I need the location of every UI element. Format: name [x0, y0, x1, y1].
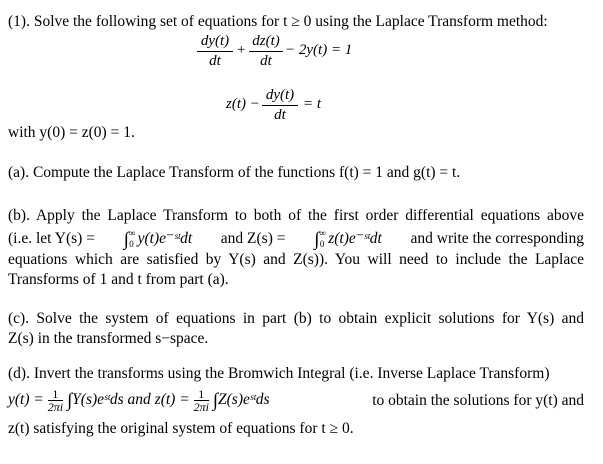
part-d-line1: (d). Invert the transforms using the Bromwich Integral (i.e. Inverse Laplace Transform)	[8, 365, 550, 382]
eq1-frac1-numerator: dy(t)	[200, 33, 230, 49]
part-d-line2-suffix: to obtain the solutions for y(t) and	[372, 391, 584, 409]
part-b-line4: Transforms of 1 and t from part (a).	[8, 271, 229, 288]
integrand-z: z(t)e⁻ˢᵗdt	[328, 230, 382, 247]
part-d-integrand1: Y(s)eˢᵗds and z(t) =	[72, 391, 190, 409]
problem-header: (1). Solve the following set of equations for t ≥ 0 using the Laplace Transform method:	[8, 13, 548, 30]
part-a-text: (a). Compute the Laplace Transform of the functions f(t) = 1 and g(t) = t.	[8, 164, 461, 181]
integral-sign-icon: ∫	[212, 390, 219, 412]
eq2-lhs: z(t) −	[226, 96, 260, 112]
eq2-frac-denominator: dt	[274, 107, 286, 123]
eq1-rhs: − 2y(t) = 1	[285, 42, 353, 58]
integral-sign-icon: ∫	[66, 390, 73, 412]
eq1-frac2-denominator: dt	[260, 53, 272, 69]
part-b-and-Z: and Z(s) =	[220, 230, 286, 247]
part-d-frac1	[48, 388, 63, 413]
part-d-y-label: y(t) =	[8, 391, 44, 409]
part-b-line2-suffix: and write the corresponding	[410, 230, 584, 247]
eq1-plus: +	[237, 42, 246, 58]
part-d-frac2-num: 1	[198, 387, 205, 401]
integral-upper-limit: ∞	[319, 228, 326, 238]
eq1-frac-dy-dt	[197, 33, 233, 70]
part-c-line1: (c). Solve the system of equations in part (b) to obtain explicit solutions for Y(s) and	[8, 310, 584, 327]
integral-lower-limit: 0	[319, 239, 325, 249]
part-d-integrand2: Z(s)eˢᵗds	[218, 391, 270, 409]
part-d-frac1-num: 1	[52, 387, 59, 401]
integrand-y: y(t)e⁻ˢᵗdt	[137, 230, 193, 247]
eq1-frac1-denominator: dt	[209, 53, 221, 69]
integral-lower-limit: 0	[129, 239, 134, 249]
eq2-frac-dy-dt	[262, 87, 298, 124]
part-b-line1: (b). Apply the Laplace Transform to both of the first order differential equations above	[8, 207, 584, 224]
part-c-line2: Z(s) in the transformed s−space.	[8, 330, 209, 347]
integral-upper-limit: ∞	[128, 228, 136, 238]
eq1-frac2-numerator: dz(t)	[252, 33, 280, 49]
part-d-frac1-den: 2πi	[47, 400, 64, 414]
eq1-frac1-bar	[197, 51, 233, 52]
integral-sign-icon: ∫	[123, 229, 129, 250]
eq2-rhs: = t	[303, 96, 322, 112]
part-d-frac2-den: 2πi	[193, 400, 209, 414]
part-d-line2	[8, 388, 584, 413]
part-b-integral-Y	[124, 229, 193, 249]
part-d-y-equals	[8, 388, 270, 413]
part-b-integral-Z	[314, 229, 382, 249]
eq1-frac-dz-dt	[249, 33, 283, 70]
part-d-frac2	[194, 388, 209, 413]
initial-conditions: with y(0) = z(0) = 1.	[8, 124, 135, 141]
part-b-line2	[8, 229, 584, 249]
eq1-frac2-bar	[249, 51, 283, 52]
integral-sign-icon: ∫	[314, 229, 320, 250]
eq2-frac-numerator: dy(t)	[265, 87, 295, 103]
eq2-frac-bar	[262, 105, 298, 106]
part-b-let-Y: (i.e. let Y(s) =	[8, 230, 95, 247]
part-b-line3: equations which are satisfied by Y(s) and Z(s)). You will need to include the Laplace	[8, 251, 584, 268]
part-d-line3: z(t) satisfying the original system of equations for t ≥ 0.	[8, 420, 354, 437]
